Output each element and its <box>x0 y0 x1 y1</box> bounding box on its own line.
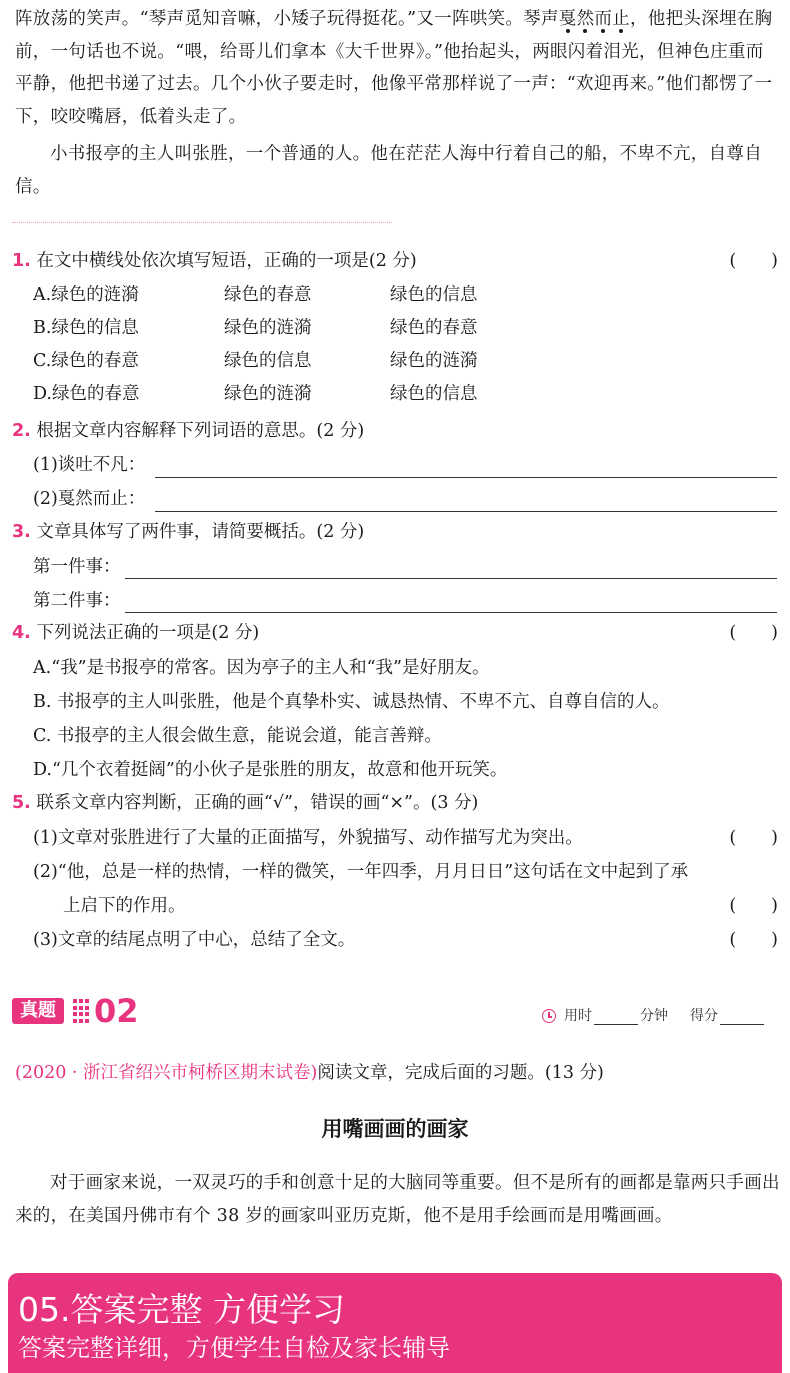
question-number: 5. <box>12 793 31 813</box>
answer-bracket[interactable]: ( ) <box>729 896 778 916</box>
option-c-phrase-3: 绿色的涟漪 <box>390 351 478 371</box>
time-label: 用时 <box>564 1008 592 1024</box>
answer-bracket[interactable]: ( ) <box>729 930 778 950</box>
promo-banner-subtitle: 答案完整详细，方便学生自检及家长辅导 <box>18 1334 450 1362</box>
option-d-phrase-3: 绿色的信息 <box>390 384 478 404</box>
source-instruction: 阅读文章，完成后面的习题。(13 分) <box>317 1063 604 1083</box>
emphasis-char: 止 <box>612 9 630 29</box>
time-blank[interactable] <box>594 1010 638 1025</box>
q5-item-2-continued: 上启下的作用。 <box>63 896 186 916</box>
option-b-phrase-2: 绿色的涟漪 <box>224 318 312 338</box>
question-text: 文章具体写了两件事，请简要概括。(2 分) <box>36 522 365 542</box>
option-c-phrase-2: 绿色的信息 <box>224 351 312 371</box>
question-5 <box>12 788 478 818</box>
answer-bracket[interactable]: ( ) <box>729 828 778 848</box>
grid-dots-icon <box>73 999 89 1023</box>
minutes-label: 分钟 <box>640 1008 668 1024</box>
score-label: 得分 <box>690 1008 718 1024</box>
source-line <box>15 1058 604 1088</box>
question-4 <box>12 618 259 648</box>
option-d[interactable]: D.绿色的春意 <box>33 384 140 404</box>
q4-option-c[interactable]: C. 书报亭的主人很会做生意，能说会道，能言善辩。 <box>33 726 442 746</box>
q5-item-1: (1)文章对张胜进行了大量的正面描写，外貌描写、动作描写尤为突出。 <box>33 828 583 848</box>
promo-banner-title: 05.答案完整 方便学习 <box>18 1290 345 1329</box>
option-d-phrase-2: 绿色的涟漪 <box>224 384 312 404</box>
section-divider <box>12 222 392 223</box>
option-b[interactable]: B.绿色的信息 <box>33 318 139 338</box>
option-b-phrase-3: 绿色的春意 <box>390 318 478 338</box>
question-text: 下列说法正确的一项是(2 分) <box>36 623 260 643</box>
option-c[interactable]: C.绿色的春意 <box>33 351 139 371</box>
q2-item-1-label: (1)谈吐不凡： <box>33 455 146 475</box>
question-text: 在文中横线处依次填写短语，正确的一项是(2 分) <box>36 251 417 271</box>
question-number: 3. <box>12 522 31 542</box>
q4-option-b[interactable]: B. 书报亭的主人叫张胜，他是个真挚朴实、诚恳热情、不卑不亢、自尊自信的人。 <box>33 692 670 712</box>
q2-item-1-answer-line[interactable] <box>155 477 777 478</box>
q2-item-2-label: (2)戛然而止： <box>33 489 146 509</box>
section-tag: 真题 <box>12 998 64 1024</box>
emphasis-char: 然 <box>576 9 595 29</box>
q5-item-3: (3)文章的结尾点明了中心，总结了全文。 <box>33 930 356 950</box>
q3-item-1-answer-line[interactable] <box>125 578 777 579</box>
source-origin: (2020 · 浙江省绍兴市柯桥区期末试卷) <box>15 1063 318 1083</box>
q4-option-a[interactable]: A.“我”是书报亭的常客。因为亭子的主人和“我”是好朋友。 <box>33 658 490 678</box>
question-number: 1. <box>12 251 31 271</box>
answer-bracket[interactable]: ( ) <box>729 251 778 271</box>
clock-icon <box>542 1009 556 1023</box>
option-a[interactable]: A.绿色的涟漪 <box>33 285 139 305</box>
question-2 <box>12 416 364 446</box>
article-paragraph-1: 对于画家来说，一双灵巧的手和创意十足的大脑同等重要。但不是所有的画都是靠两只手画出来的，在美国丹佛市有个 38 岁的画家叫亚历克斯，他不是用手绘画而是用嘴画画。 <box>15 1173 780 1226</box>
question-text: 根据文章内容解释下列词语的意思。(2 分) <box>36 421 365 441</box>
question-3 <box>12 517 364 547</box>
q3-item-1-label: 第一件事： <box>33 557 121 577</box>
q3-item-2-answer-line[interactable] <box>125 612 777 613</box>
emphasis-char: 戛 <box>558 9 577 29</box>
article-title: 用嘴画画的画家 <box>321 1116 469 1141</box>
answer-bracket[interactable]: ( ) <box>729 623 778 643</box>
q3-item-2-label: 第二件事： <box>33 591 121 611</box>
q4-option-d[interactable]: D.“几个衣着挺阔”的小伙子是张胜的朋友，故意和他开玩笑。 <box>33 760 508 780</box>
passage-paragraph-1: 阵放荡的笑声。“琴声觅知音嘛，小矮子玩得挺花。”又一阵哄笑。琴声戛然而止，他把头深埋在胸前，一句话也不说。“喂，给哥儿们拿本《大千世界》。”他抬起头，两眼闪着泪光，但神色庄重而平静，他把书递了过去。几个小伙子要走时，他像平常那样说了一声：“欢迎再来。”他们都愣了一下，咬咬嘴唇，低着头走了。 <box>15 9 773 127</box>
option-a-phrase-3: 绿色的信息 <box>390 285 478 305</box>
score-blank[interactable] <box>720 1010 764 1025</box>
emphasis-char: 而 <box>594 9 613 29</box>
option-a-phrase-2: 绿色的春意 <box>224 285 312 305</box>
section-number: 02 <box>94 992 139 1030</box>
question-text: 联系文章内容判断，正确的画“√”，错误的画“×”。(3 分) <box>36 793 479 813</box>
passage-paragraph-2: 小书报亭的主人叫张胜，一个普通的人。他在茫茫人海中行着自己的船，不卑不亢，自尊自信。 <box>15 144 762 197</box>
timer-score-bar <box>542 1005 766 1025</box>
q2-item-2-answer-line[interactable] <box>155 511 777 512</box>
question-number: 4. <box>12 623 31 643</box>
question-1 <box>12 246 417 276</box>
question-number: 2. <box>12 421 31 441</box>
q5-item-2: (2)“他，总是一样的热情，一样的微笑，一年四季，月月日日”这句话在文中起到了承 <box>33 862 689 882</box>
